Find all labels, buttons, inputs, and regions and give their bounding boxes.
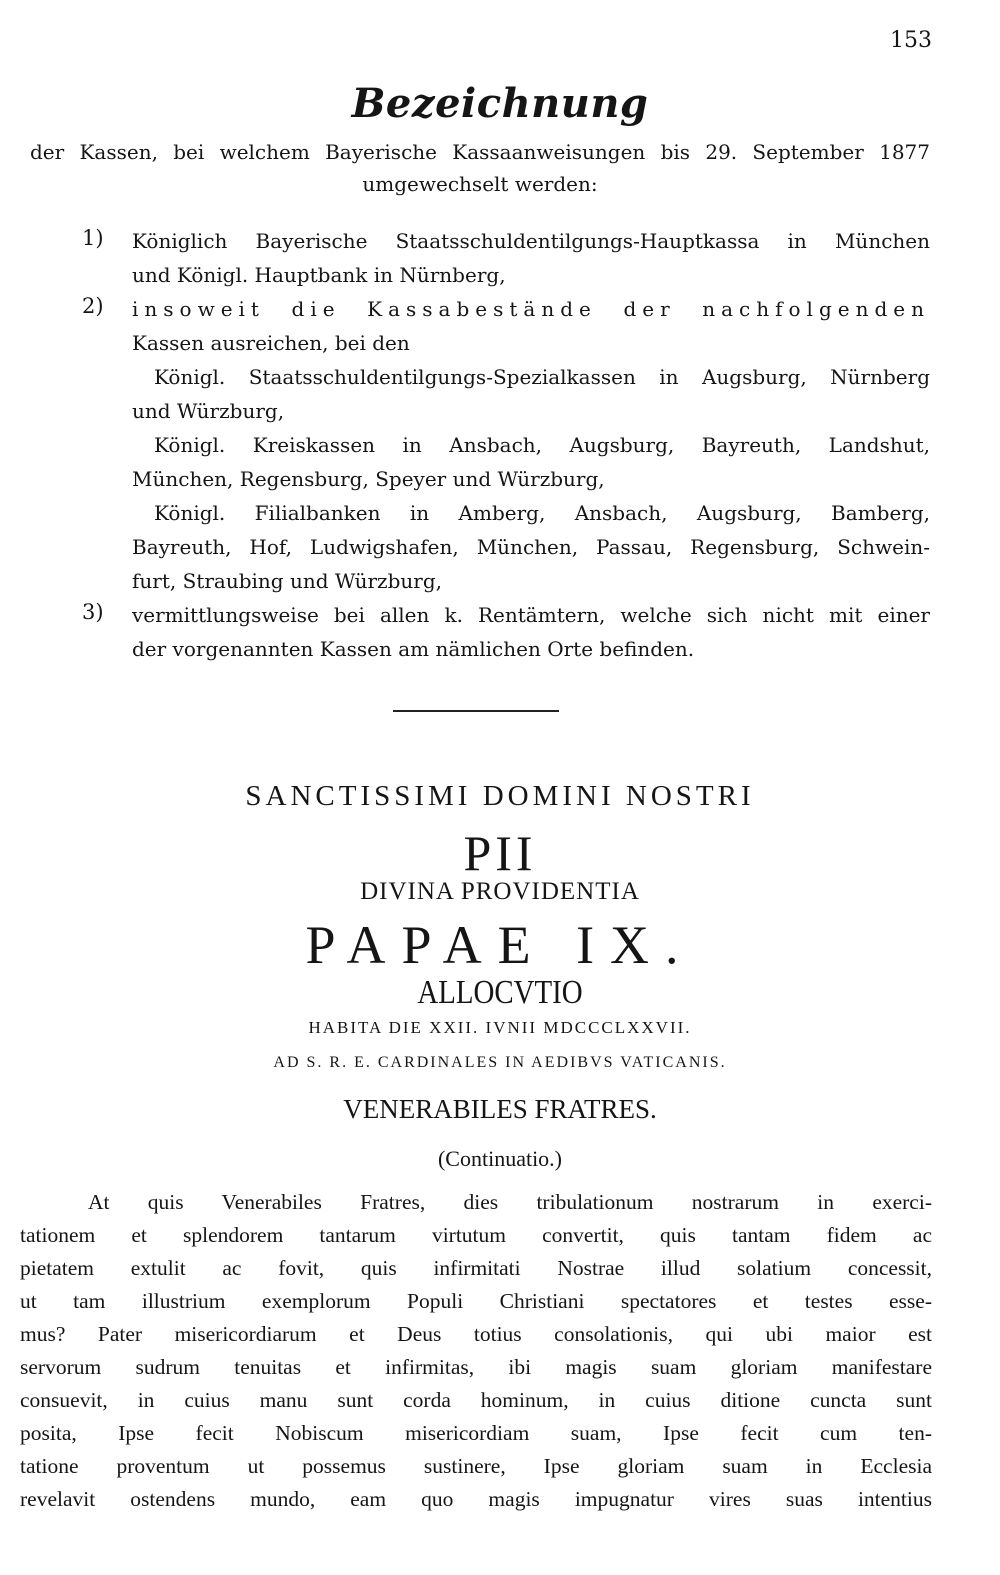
- latin-heading-continuatio: (Continuatio.): [437, 1146, 563, 1171]
- page-number: 153: [890, 28, 932, 53]
- latin-heading-papae: PAPAE IX.: [305, 915, 695, 975]
- list-item: [132, 428, 930, 496]
- list-item: [132, 598, 930, 666]
- item-line: Königl. Kreiskassen in Ansbach, Augsburg, Bayreuth, Landshut,: [154, 433, 930, 457]
- item-line: Königlich Bayerische Staatsschuldentilgungs-Hauptkassa in München: [132, 229, 930, 253]
- body-line: posita, Ipse fecit Nobiscum misericordiam suam, Ipse fecit cum ten-: [20, 1421, 932, 1445]
- item-line: München, Regensburg, Speyer und Würzburg,: [132, 467, 605, 491]
- item-line: und Würzburg,: [132, 399, 285, 423]
- body-text: [20, 1186, 932, 1516]
- item-line: Kassen ausreichen, bei den: [132, 331, 410, 355]
- item-line: insoweit die Kassabestände der nachfolgenden: [132, 297, 930, 321]
- item-line: vermittlungsweise bei allen k. Rentämtern, welche sich nicht mit einer: [132, 603, 930, 627]
- item-number: 1): [82, 226, 104, 250]
- latin-heading-venerabiles: VENERABILES FRATRES.: [343, 1094, 657, 1124]
- body-line: mus? Pater misericordiarum et Deus totius consolationis, qui ubi maior est: [20, 1322, 932, 1346]
- list-item: [132, 360, 930, 428]
- latin-heading-sanctissimi: SANCTISSIMI DOMINI NOSTRI: [245, 780, 755, 812]
- list-item: [132, 224, 930, 292]
- body-line: servorum sudrum tenuitas et infirmitas, ibi magis suam gloriam manifestare: [20, 1355, 932, 1379]
- subtitle-line-2: umgewechselt werden:: [362, 172, 598, 196]
- section-divider: [393, 710, 559, 712]
- latin-heading-divina: DIVINA PROVIDENTIA: [360, 878, 640, 905]
- body-line: consuevit, in cuius manu sunt corda hominum, in cuius ditione cuncta sunt: [20, 1388, 932, 1412]
- page-title: Bezeichnung: [351, 80, 649, 127]
- list-item: [132, 496, 930, 598]
- body-line: pietatem extulit ac fovit, quis infirmitati Nostrae illud solatium concessit,: [20, 1256, 932, 1280]
- latin-heading-date: HABITA DIE XXII. IVNII MDCCCLXXVII.: [308, 1018, 692, 1037]
- item-line: Königl. Staatsschuldentilgungs-Spezialkassen in Augsburg, Nürnberg: [154, 365, 930, 389]
- item-line: Königl. Filialbanken in Amberg, Ansbach, Augsburg, Bamberg,: [154, 501, 930, 525]
- body-line: tatione proventum ut possemus sustinere, Ipse gloriam suam in Ecclesia: [20, 1454, 932, 1478]
- item-line: und Königl. Hauptbank in Nürnberg,: [132, 263, 506, 287]
- latin-heading-allocutio: ALLOCVTIO: [417, 974, 583, 1011]
- body-line: ut tam illustrium exemplorum Populi Christiani spectatores et testes esse-: [20, 1289, 932, 1313]
- item-line: Bayreuth, Hof, Ludwigshafen, München, Passau, Regensburg, Schwein-: [132, 535, 930, 559]
- item-number: 2): [82, 294, 104, 318]
- item-line: furt, Straubing und Würzburg,: [132, 569, 442, 593]
- latin-heading-cardinales: AD S. R. E. CARDINALES IN AEDIBVS VATICANIS.: [273, 1054, 727, 1071]
- body-line: tationem et splendorem tantarum virtutum convertit, quis tantam fidem ac: [20, 1223, 932, 1247]
- list-item: [132, 292, 930, 360]
- body-line: At quis Venerabiles Fratres, dies tribulationum nostrarum in exerci-: [88, 1190, 932, 1214]
- item-number: 3): [82, 600, 104, 624]
- latin-heading-pii: PII: [463, 825, 537, 881]
- subtitle-line-1: der Kassen, bei welchem Bayerische Kassaanweisungen bis 29. September 1877: [30, 140, 930, 164]
- body-line: revelavit ostendens mundo, eam quo magis impugnatur vires suas intentius: [20, 1487, 932, 1511]
- item-line: der vorgenannten Kassen am nämlichen Orte befinden.: [132, 637, 695, 661]
